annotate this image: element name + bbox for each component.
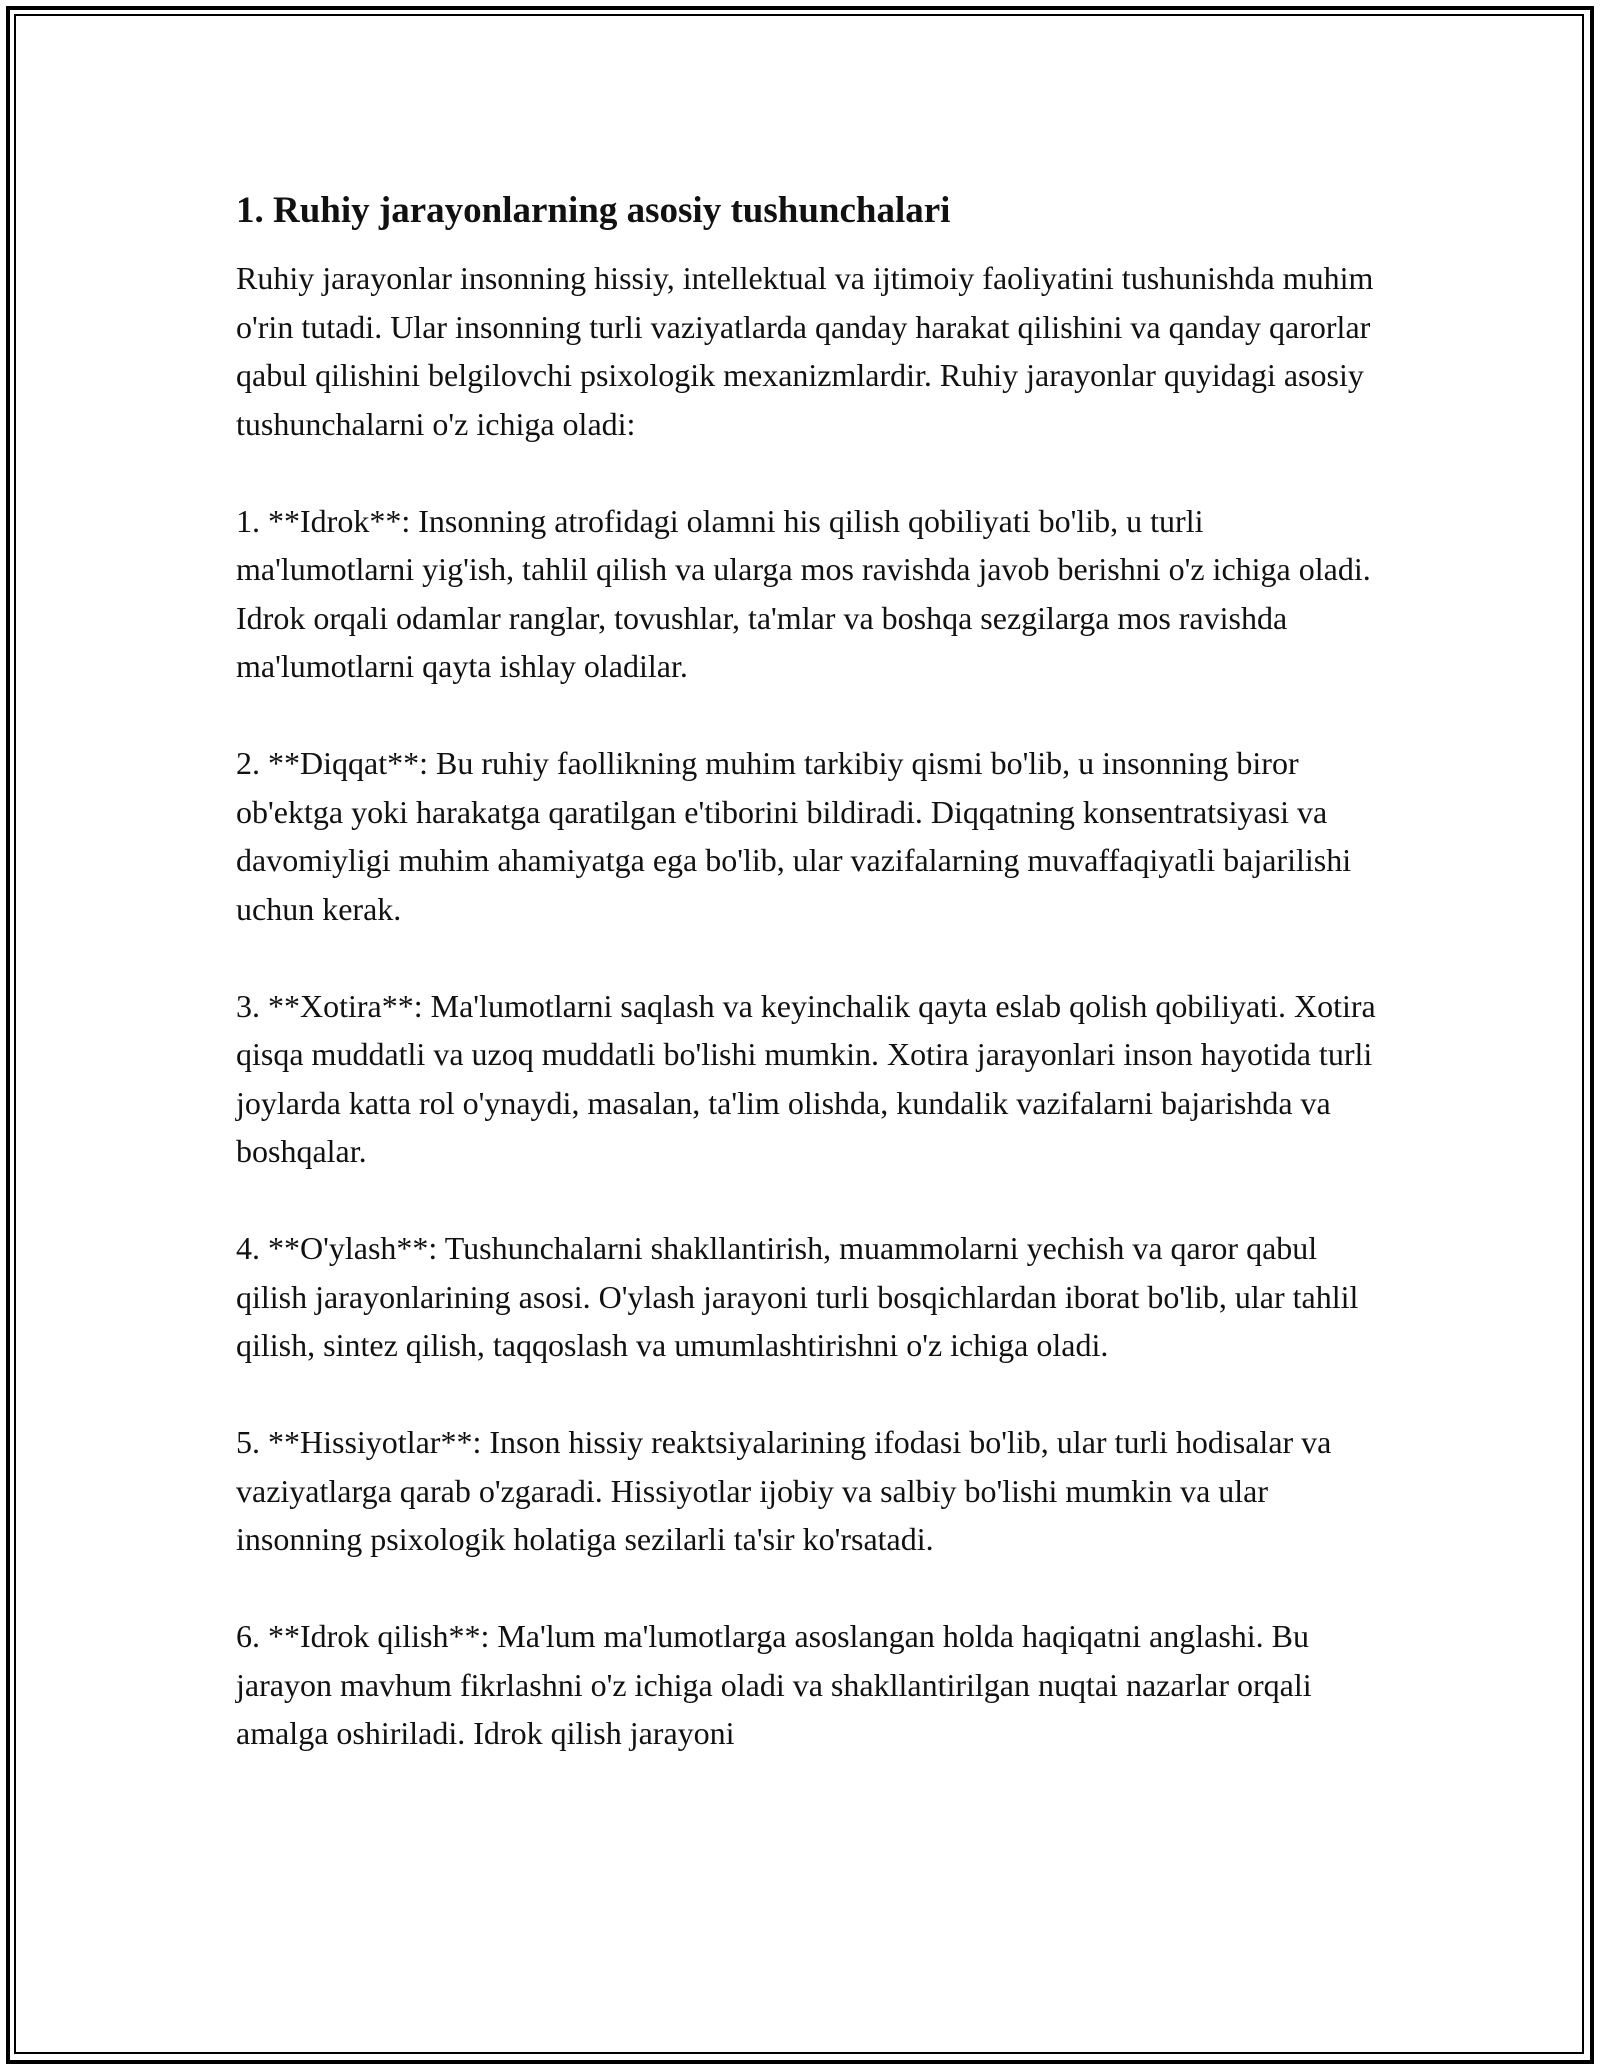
list-item-idrok-qilish: 6. **Idrok qilish**: Ma'lum ma'lumotlarga asoslangan holda haqiqatni anglashi. Bu jarayon mavhum fikrlashni o'z ichiga oladi va shakllantirilgan nuqtai nazarlar orqali amalga oshiriladi. Idrok qilish jarayoni [236,1618,1312,1751]
section-heading: 1. Ruhiy jarayonlarning asosiy tushunchalari [236,190,951,231]
list-item-oylash: 4. **O'ylash**: Tushunchalarni shakllantirish, muammolarni yechish va qaror qabul qilish jarayonlarining asosi. O'ylash jarayoni turli bosqichlardan iborat bo'lib, ular tahlil qilish, sintez qilish, taqqoslash va umumlashtirishni o'z ichiga oladi. [236,1230,1359,1363]
intro-paragraph: Ruhiy jarayonlar insonning hissiy, intellektual va ijtimoiy faoliyatini tushunishda muhim o'rin tutadi. Ular insonning turli vaziyatlarda qanday harakat qilishini va qanday qarorlar qabul qilishini belgilovchi psixologik mexanizmlardir. Ruhiy jarayonlar quyidagi asosiy tushunchalarni o'z ichiga oladi: [236,260,1374,442]
document-body [236,186,1376,1758]
list-item-idrok: 1. **Idrok**: Insonning atrofidagi olamni his qilish qobiliyati bo'lib, u turli ma'lumotlarni yig'ish, tahlil qilish va ularga mos ravishda javob berishni o'z ichiga oladi. Idrok orqali odamlar ranglar, tovushlar, ta'mlar va boshqa sezgilarga mos ravishda ma'lumotlarni qayta ishlay oladilar. [236,502,1371,684]
list-item-xotira: 3. **Xotira**: Ma'lumotlarni saqlash va keyinchalik qayta eslab qolish qobiliyati. Xotira qisqa muddatli va uzoq muddatli bo'lishi mumkin. Xotira jarayonlari inson hayotida turli joylarda katta rol o'ynaydi, masalan, ta'lim olishda, kundalik vazifalarni bajarishda va boshqalar. [236,987,1376,1169]
list-item-hissiyotlar: 5. **Hissiyotlar**: Inson hissiy reaktsiyalarining ifodasi bo'lib, ular turli hodisalar va vaziyatlarga qarab o'zgaradi. Hissiyotlar ijobiy va salbiy bo'lishi mumkin va ular insonning psixologik holatiga sezilarli ta'sir ko'rsatadi. [236,1424,1332,1557]
list-item-diqqat: 2. **Diqqat**: Bu ruhiy faollikning muhim tarkibiy qismi bo'lib, u insonning biror ob'ektga yoki harakatga qaratilgan e'tiborini bildiradi. Diqqatning konsentratsiyasi va davomiyligi muhim ahamiyatga ega bo'lib, ular vazifalarning muvaffaqiyatli bajarilishi uchun kerak. [236,745,1352,927]
